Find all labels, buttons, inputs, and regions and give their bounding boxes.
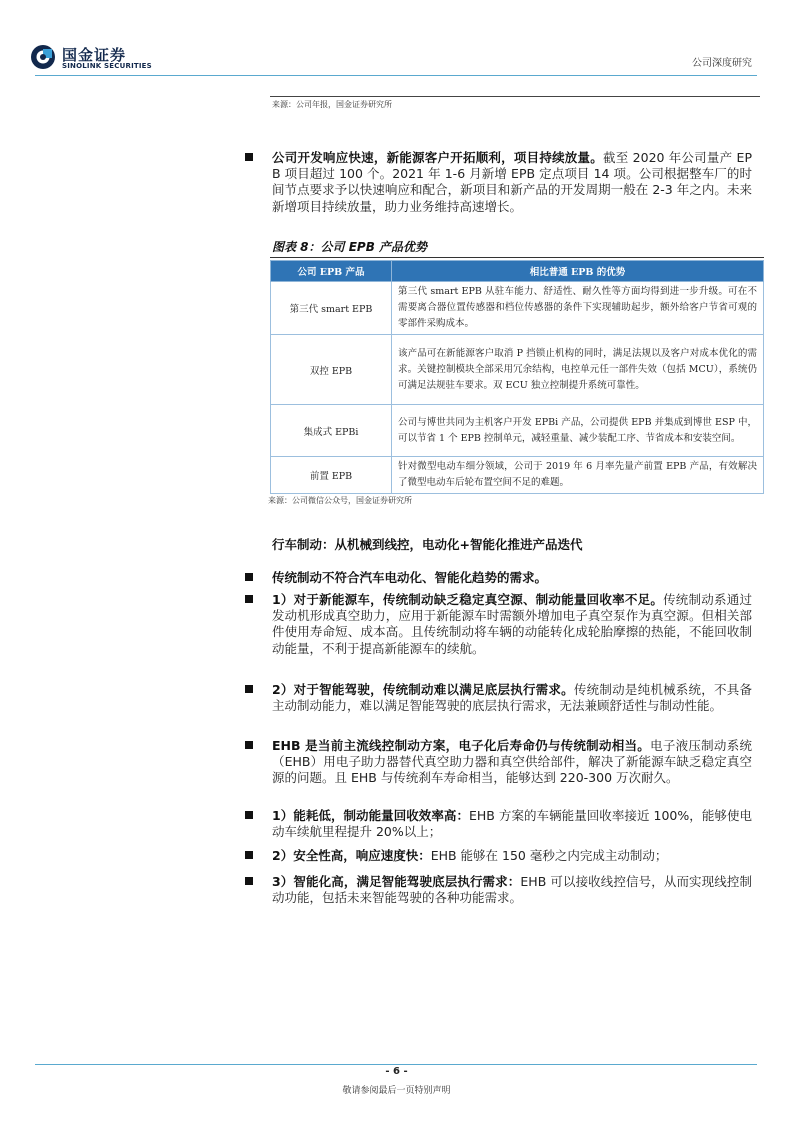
product-name-cell: 双控 EPB (271, 335, 392, 405)
paragraph-lead: 公司开发响应快速，新能源客户开拓顺利，项目持续放量。 (272, 150, 604, 165)
figure-title-rule (270, 257, 764, 258)
bullet-body: 电子液压制动系统（EHB）用电子助力器替代真空助力器和真空供给部件，解决了新能源车缺乏稳定真空源的问题。且 EHB 与传统刹车寿命相当，能够达到 220-300 万次耐久。 (272, 738, 752, 786)
bullet-icon (245, 741, 253, 749)
logo-english-name: SINOLINK SECURITIES (62, 62, 152, 70)
document-type: 公司深度研究 (692, 58, 752, 69)
bullet-icon (245, 877, 253, 885)
product-advantage-cell: 第三代 smart EPB 从驻车能力、舒适性、耐久性等方面均得到进一步升级。可在不需要离合器位置传感器和档位传感器的条件下实现辅助起步，额外给客户节省可观的零部件采购成本。 (392, 282, 764, 335)
bullet-body: 传统制动是纯机械系统，不具备主动制动能力，难以满足智能驾驶的底层执行需求，无法兼顾舒适性与制动性能。 (272, 682, 752, 714)
bullet-lead: 2）安全性高，响应速度快： (272, 848, 431, 863)
bullet-paragraph (272, 738, 752, 787)
bullet-lead: 2）对于智能驾驶，传统制动难以满足底层执行需求。 (272, 682, 574, 697)
column-header-product: 公司 EPB 产品 (271, 261, 392, 282)
product-advantage-cell: 针对微型电动车细分领域，公司于 2019 年 6 月率先量产前置 EPB 产品，有效解决了微型电动车后轮布置空间不足的难题。 (392, 457, 764, 494)
bullet-lead: 1）能耗低，制动能量回收效率高： (272, 808, 469, 823)
section-title: 行车制动：从机械到线控，电动化+智能化推进产品迭代 (272, 537, 583, 552)
header-divider (35, 75, 757, 76)
bullet-paragraph (272, 592, 752, 657)
page-number: - 6 - (385, 1066, 408, 1077)
company-logo (30, 42, 170, 76)
table-row (271, 405, 764, 457)
bullet-paragraph (272, 570, 752, 586)
bullet-paragraph (272, 808, 752, 840)
bullet-lead: 3）智能化高，满足智能驾驶底层执行需求： (272, 874, 521, 889)
bullet-paragraph (272, 848, 752, 864)
product-advantage-cell: 该产品可在新能源客户取消 P 挡锁止机构的同时，满足法规以及客户对成本优化的需求。关键控制模块全部采用冗余结构，电控单元任一部件失效（包括 MCU），系统仍可满足法规驻车要求。双 ECU 独立控制提升系统可靠性。 (392, 335, 764, 405)
bullet-lead: EHB 是当前主流线控制动方案，电子化后寿命仍与传统制动相当。 (272, 738, 651, 753)
disclaimer-note: 敬请参阅最后一页特别声明 (342, 1086, 451, 1096)
column-header-advantage: 相比普通 EPB 的优势 (392, 261, 764, 282)
logo-chinese-name: 国金证券 (62, 46, 127, 64)
bullet-icon (245, 573, 253, 581)
table-row (271, 335, 764, 405)
bullet-icon (245, 851, 253, 859)
source-note-top: 来源：公司年报，国金证券研究所 (272, 100, 392, 109)
bullet-icon (245, 685, 253, 693)
bullet-body: EHB 能够在 150 毫秒之内完成主动制动； (430, 848, 668, 863)
product-name-cell: 前置 EPB (271, 457, 392, 494)
bullet-paragraph (272, 682, 752, 714)
footer-divider (35, 1064, 757, 1065)
product-name-cell: 第三代 smart EPB (271, 282, 392, 335)
bullet-icon (245, 811, 253, 819)
table-row (271, 457, 764, 494)
figure-source-note: 来源：公司微信公众号，国金证券研究所 (268, 496, 412, 505)
product-advantage-cell: 公司与博世共同为主机客户开发 EPBi 产品，公司提供 EPB 并集成到博世 ESP 中，可以节省 1 个 EPB 控制单元，减轻重量、减少装配工序、节省成本和安装空间。 (392, 405, 764, 457)
table-header-row (271, 261, 764, 282)
paragraph-body: 截至 2020 年公司量产 EPB 项目超过 100 个。2021 年 1-6 月新增 EPB 定点项目 14 项。公司根据整车厂的时间节点要求予以快速响应和配合，新项目和新产品的开发周期一般在 2-3 年之内。未来新增项目持续放量，助力业务维持高速增长。 (272, 150, 752, 214)
bullet-body: EHB 方案的车辆能量回收率接近 100%，能够使电动车续航里程提升 20%以上； (272, 808, 752, 840)
bullet-lead: 传统制动不符合汽车电动化、智能化趋势的需求。 (272, 570, 548, 585)
sinolink-logo-icon (30, 44, 56, 70)
bullet-lead: 1）对于新能源车，传统制动缺乏稳定真空源、制动能量回收率不足。 (272, 592, 664, 607)
bullet-paragraph (272, 874, 752, 906)
epb-advantages-table (270, 260, 764, 494)
figure-title: 图表 8：公司 EPB 产品优势 (272, 240, 428, 254)
source-top-rule (270, 96, 760, 97)
product-name-cell: 集成式 EPBi (271, 405, 392, 457)
bullet-body: EHB 可以接收线控信号，从而实现线控制动功能，包括未来智能驾驶的各种功能需求。 (272, 874, 752, 906)
paragraph-new-energy-customers (272, 150, 752, 215)
bullet-icon (245, 595, 253, 603)
bullet-body: 传统制动系通过发动机形成真空助力，应用于新能源车时需额外增加电子真空泵作为真空源。但相关部件使用寿命短、成本高。且传统制动将车辆的动能转化成轮胎摩擦的热能，不能回收制动能量，不利于提高新能源车的续航。 (272, 592, 752, 656)
bullet-icon (245, 153, 253, 161)
table-row (271, 282, 764, 335)
